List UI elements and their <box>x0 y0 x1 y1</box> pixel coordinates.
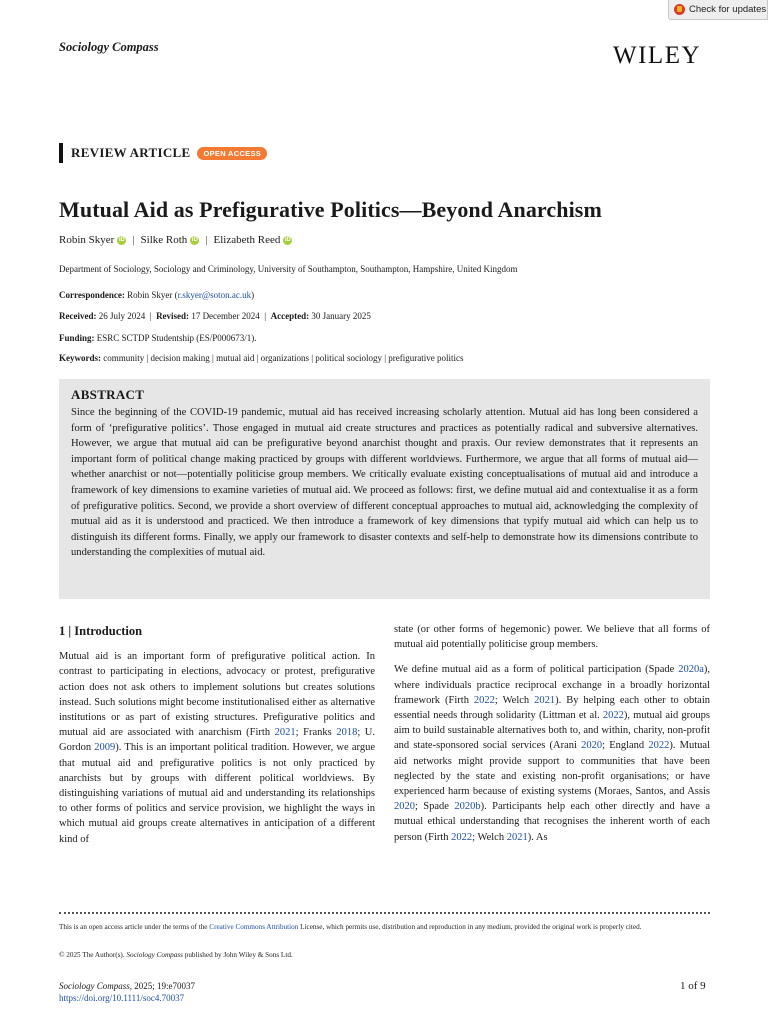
body-paragraph: We define mutual aid as a form of political participation (Spade 2020a), where individuals practice reciprocal exchange in a broadly horizontal framework (Firth 2022; Welch 2021). By helping each other to obtain essential needs through solidarity (Littman et al. 2022), mutual aid groups aim to build sustainable alternatives both to, and within, charity, non-profit and state-sponsored social services (Arani 2020; England 2022). Mutual aid networks might provide support to communities that have been neglected by the state and existing non-profit organisations; or have experienced harm because of existing systems (Moraes, Santos, and Assis 2020; Spade 2020b). Participants help each other directly and have a mutual ethical understanding that recognises the inherent worth of each person (Firth 2022; Welch 2021). As <box>394 664 710 843</box>
citation-link[interactable]: 2022 <box>451 831 473 843</box>
citation-link[interactable]: 2020a <box>678 664 704 676</box>
citation-link[interactable]: 2020 <box>581 740 603 752</box>
body-column-right <box>394 622 710 855</box>
check-for-updates-label: Check for updates <box>689 4 767 15</box>
date-separator: | <box>264 311 267 321</box>
license-text-post: License, which permits use, distribution and reproduction in any medium, provided the original work is properly cited. <box>298 923 642 931</box>
author-link[interactable]: Robin Skyer <box>59 234 115 246</box>
funding-value: ESRC SCTDP Studentship (ES/P000673/1). <box>96 333 257 343</box>
citation-link[interactable]: 2022 <box>473 694 495 706</box>
publisher-logo: WILEY <box>613 42 702 69</box>
author-link[interactable]: Silke Roth <box>140 234 188 246</box>
body-column-left <box>59 622 375 847</box>
orcid-icon[interactable]: iD <box>284 236 291 243</box>
correspondence: Correspondence: Robin Skyer (r.skyer@soton.ac.uk) <box>59 290 255 300</box>
copyright-journal: Sociology Compass <box>126 951 183 959</box>
article-dates <box>59 311 371 321</box>
citation-link[interactable]: 2020 <box>394 801 415 813</box>
revised-label: Revised: <box>156 311 190 321</box>
funding-label: Funding: <box>59 333 95 343</box>
article-title: Mutual Aid as Prefigurative Politics—Beyond Anarchism <box>59 197 602 222</box>
cc-license-link[interactable]: Creative Commons Attribution <box>209 923 299 931</box>
license-note <box>59 921 714 934</box>
copyright-text-post: published by John Wiley & Sons Ltd. <box>182 951 293 959</box>
citation-link[interactable]: 2021 <box>274 727 296 739</box>
abstract-text: Since the beginning of the COVID-19 pandemic, mutual aid has received increasing scholarly attention. Mutual aid has long been considered a form of ‘prefigurative politics’. Those engaged in mutual aid create structures and practices as potentially radical and subversive alternatives. However, we argue that mutual aid can be prefigurative beyond anarchist thought and praxis. Our review demonstrates that it represents an important form of political change making practiced by groups with different worldviews. Furthermore, we argue that all forms of mutual aid—whether anarchist or not—potentially politicise group members. We critically evaluate existing conceptualisations of mutual aid and introduce a framework of key dimensions to examine varieties of mutual aid. We proceed as follows: first, we define mutual aid and contextualise it as a form of prefigurative politics. Second, we provide a short overview of different conceptual approaches to mutual aid, acknowledging the complexity of mutual aid as it is understood and practiced. We then introduce a framework of key dimensions that typify mutual aid which can help us to distinguish its different forms. Finally, we apply our framework to disaster contexts and self-help to demonstrate how its dimensions contribute to understanding the complexities of mutual aid. <box>71 407 698 559</box>
open-access-badge: OPEN ACCESS <box>197 147 267 160</box>
affiliation: Department of Sociology, Sociology and Criminology, University of Southampton, Southampton, Hampshire, United Kingdom <box>59 264 518 274</box>
accepted-label: Accepted: <box>270 311 310 321</box>
footnote-divider <box>59 912 710 914</box>
article-type-bar <box>59 143 63 163</box>
citation-link[interactable]: 2022 <box>602 710 624 722</box>
citation-link[interactable]: 2009 <box>94 742 116 754</box>
journal-name: Sociology Compass <box>59 40 159 54</box>
page-number: 1 of 9 <box>680 980 706 992</box>
copyright-text-pre: © 2025 The Author(s). <box>59 951 127 959</box>
citation-link[interactable]: 2021 <box>534 694 556 706</box>
author-separator: | <box>205 234 208 246</box>
footer-journal-name: Sociology Compass, <box>59 981 132 991</box>
received-date: 26 July 2024 <box>98 311 146 321</box>
abstract-heading: ABSTRACT <box>71 387 145 402</box>
license-text-pre: This is an open access article under the terms of the <box>59 923 210 931</box>
orcid-icon[interactable]: iD <box>191 236 198 243</box>
author-link[interactable]: Elizabeth Reed <box>213 234 281 246</box>
footer-citation <box>59 980 195 1004</box>
received-label: Received: <box>59 311 97 321</box>
article-type-banner <box>59 143 267 163</box>
copyright-note <box>59 949 714 962</box>
check-for-updates-button[interactable] <box>668 0 768 20</box>
citation-link[interactable]: 2022 <box>648 740 670 752</box>
article-type-label: REVIEW ARTICLE <box>71 145 191 160</box>
correspondence-email-link[interactable]: r.skyer@soton.ac.uk <box>177 290 252 300</box>
author-separator: | <box>132 234 135 246</box>
correspondence-name: Robin Skyer <box>127 290 173 300</box>
accepted-date: 30 January 2025 <box>311 311 371 321</box>
crossmark-icon <box>674 4 685 15</box>
citation-link[interactable]: 2020b <box>454 801 481 813</box>
keywords-value: community | decision making | mutual aid | organizations | political sociology | prefigurative politics <box>103 353 464 363</box>
citation-link[interactable]: 2021 <box>506 831 528 843</box>
doi-link[interactable]: https://doi.org/10.1111/soc4.70037 <box>59 993 185 1003</box>
abstract-box <box>59 379 710 599</box>
body-paragraph: Mutual aid is an important form of prefigurative political action. In contrast to participating in elections, advocacy or protest, prefigurative action does not ask others to implement solutions but creates solutions instead. Such solutions might become institutionalised either as alternative institutions or as part of existing structures. Prefigurative politics and mutual aid are associated with anarchism (Firth 2021; Franks 2018; U. Gordon 2009). This is an important political tradition. However, we argue that mutual aid and prefigurative politics is not only practiced by anarchists but by groups with different political worldviews. By distinguishing variations of mutual aid and understanding its relationships to other forms of politics and service provision, we highlight the ways in which mutual aid groups create alternatives in anticipation of a different kind of <box>59 651 376 845</box>
orcid-icon[interactable]: iD <box>118 236 125 243</box>
revised-date: 17 December 2024 <box>191 311 260 321</box>
section-heading: 1 | Introduction <box>59 624 143 638</box>
citation-link[interactable]: 2018 <box>336 727 358 739</box>
body-paragraph: state (or other forms of hegemonic) power. We believe that all forms of mutual aid potentially politicise group members. <box>394 624 710 651</box>
keywords <box>59 353 464 363</box>
funding <box>59 333 256 343</box>
author-list <box>59 234 298 246</box>
correspondence-label: Correspondence: <box>59 290 125 300</box>
footer-volume: 2025; 19:e70037 <box>132 981 195 991</box>
date-separator: | <box>149 311 152 321</box>
keywords-label: Keywords: <box>59 353 101 363</box>
